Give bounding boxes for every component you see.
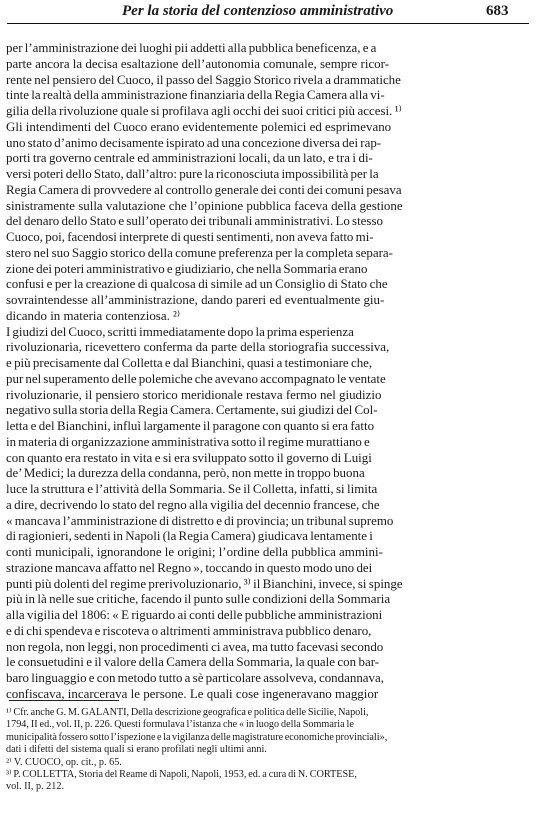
- body-line: Gli intendimenti del Cuoco erano evidentemente polemici ed esprimevano: [6, 118, 392, 134]
- body-line: Cuoco, poi, facendosi interprete di questi sentimenti, non aveva fatto mi-: [6, 229, 374, 244]
- body-line: luce la struttura e l’attività della Sommaria. Se il Colletta, infatti, si limita: [6, 481, 378, 496]
- body-text: [6, 40, 546, 702]
- body-line: punti più dolenti del regime prerivoluzionario, ³⁾ il Bianchini, invece, si spinge: [6, 575, 403, 591]
- body-line: Regia Camera di provvedere al controllo generale dei conti dei comuni pesava: [6, 181, 402, 197]
- footnote-rule: [9, 700, 119, 701]
- body-line: confiscava, incarcerava le persone. Le quali cose ingeneravano maggior: [6, 685, 379, 701]
- body-line: e più precisamente dal Colletta e dal Bianchini, quasi a testimoniare che,: [6, 355, 373, 370]
- body-line: uno stato d’animo decisamente ispirato ad una concezione diversa dei rap-: [6, 134, 382, 150]
- body-line: a dire, decrivendo lo stato del regno alla vigilia del decennio francese, che: [6, 496, 380, 512]
- footnote-line: dati i difetti del sistema quali si erano profilati negli ultimi anni.: [6, 744, 267, 756]
- body-line: del denaro dello Stato e sull’operato dei tribunali amministrativi. Lo stesso: [6, 213, 383, 229]
- body-line: e di chi spendeva e riscoteva o altrimenti amministrava pubblico denaro,: [6, 622, 372, 638]
- body-line: gilia della rivoluzione quale si profilava agli occhi dei suoi critici più accesi. ¹⁾: [6, 103, 402, 118]
- footnote-line: ³⁾ P. COLLETTA, Storia del Reame di Napoli, Napoli, 1953, ed. a cura di N. CORTESE,: [6, 769, 357, 781]
- body-line: pur nel superamento delle polemiche che avevano accompagnato le ventate: [6, 370, 386, 386]
- body-line: parte ancora la decisa esaltazione dell’autonomia comunale, sempre ricor-: [6, 55, 390, 71]
- body-line: rente nel pensiero del Cuoco, il passo del Saggio Storico rivela a drammatiche: [6, 71, 401, 87]
- body-line: non regola, non leggi, non procedimenti ci avea, ma tutto facevasi secondo: [6, 638, 384, 654]
- page-number: 683: [486, 3, 509, 19]
- body-line: alla vigilia del 1806: « E riguardo ai conti delle pubbliche amministrazioni: [6, 607, 383, 622]
- body-line: sinistramente sulla valutazione che l’opinione pubblica faceva della gestione: [6, 197, 403, 213]
- footnote-line: ¹⁾ Cfr. anche G. M. GALANTI, Della descrizione geografica e politica delle Sicilie, Napoli,: [6, 707, 369, 718]
- body-line: confusi e per la creazione di qualcosa di simile ad un Consiglio di Stato che: [6, 276, 388, 292]
- body-line: porti tra governo centrale ed amministrazioni locali, da un lato, e tra i di-: [6, 150, 373, 166]
- body-line: sovraintendesse all’amministrazione, dando pareri ed eventualmente giu-: [6, 292, 385, 307]
- footnote-line: ²⁾ V. CUOCO, op. cit., p. 65.: [6, 756, 122, 768]
- footnote-line: vol. II, p. 212.: [6, 781, 65, 793]
- body-line: strazione mancava affatto nel Regno », toccando in questo modo uno dei: [6, 559, 373, 575]
- body-line: letta e del Bianchini, influì largamente il paragone con quanto si era fatto: [6, 418, 375, 433]
- footnote-line: municipalità fossero sotto l’ispezione e la vigilanza delle magistrature economiche provinciali»,: [6, 731, 388, 743]
- body-line: in materia di organizzazione amministrativa sotto il regime murattiano e: [6, 433, 370, 449]
- body-line: di ragionieri, sedenti in Napoli (la Regia Camera) giudicava lentamente i: [6, 528, 373, 544]
- running-title: Per la storia del contenzioso amministrativo: [122, 3, 394, 19]
- body-line: più in là nelle sue critiche, facendo il punto sulle condizioni della Sommaria: [6, 591, 391, 607]
- body-line: rivoluzionarie, il pensiero storico meridionale restava fermo nel giudizio: [6, 386, 382, 402]
- body-line: « mancava l’amministrazione di distretto e di provincia; un tribunal supremo: [6, 512, 394, 528]
- body-line: de’ Medici; la durezza della condanna, però, non mette in troppo buona: [6, 465, 365, 481]
- body-line: per l’amministrazione dei luoghi pii addetti alla pubblica beneficenza, e a: [6, 40, 377, 55]
- body-line: rivoluzionaria, ricevettero conferma da parte della storiografia successiva,: [6, 339, 390, 355]
- body-line: le consuetudini e il valore della Camera della Sommaria, la quale con bar-: [6, 654, 380, 670]
- body-line: dicando in materia contenziosa. ²⁾: [6, 307, 181, 323]
- body-line: conti municipali, ignorandone le origini; l’ordine della pubblica ammini-: [6, 544, 383, 559]
- body-line: stero nel suo Saggio storico della comune preferenza per la completa separa-: [6, 244, 393, 260]
- body-line: tinte la realtà della amministrazione finanziaria della Regia Camera alla vi-: [6, 87, 385, 103]
- body-line: baro linguaggio e con metodo tutto a sè particolare assolveva, condannava,: [6, 670, 384, 685]
- body-line: con quanto era restato in vita e si era sviluppato sotto il governo di Luigi: [6, 449, 372, 465]
- footnote-line: 1794, II ed., vol. II, p. 226. Questi formulava l’istanza che « in luogo della Sommaria le: [6, 719, 354, 731]
- footnotes: [6, 707, 546, 794]
- body-line: I giudizi del Cuoco, scritti immediatamente dopo la prima esperienza: [6, 323, 354, 339]
- body-line: zione dei poteri amministrativo e giudiziario, che nella Sommaria erano: [6, 260, 368, 276]
- header-rule: [7, 23, 529, 24]
- body-line: negativo sulla storia della Regia Camera. Certamente, sui giudizi del Col-: [6, 402, 378, 418]
- body-line: versi poteri dello Stato, dall’altro: pure la riconosciuta impossibilità per la: [6, 166, 379, 181]
